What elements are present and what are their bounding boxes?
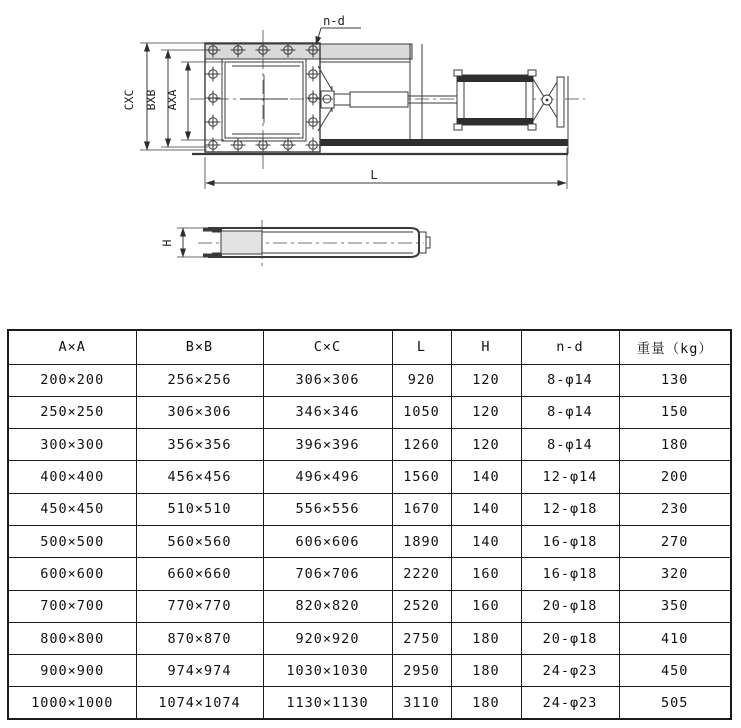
table-cell: 12-φ14 [521, 461, 619, 493]
table-cell: 230 [619, 493, 731, 525]
gate-plate-side [221, 231, 262, 254]
col-header-l: L [392, 330, 451, 364]
cylinder [454, 70, 536, 130]
col-header-cxc: C×C [263, 330, 392, 364]
end-cap [419, 232, 426, 253]
table-cell: 150 [619, 396, 731, 428]
table-cell: 706×706 [263, 558, 392, 590]
center-cross [240, 75, 288, 123]
table-cell: 12-φ18 [521, 493, 619, 525]
table-row [8, 655, 731, 687]
bottom-rail [320, 139, 568, 146]
table-cell: 300×300 [8, 429, 136, 461]
table-cell: 1000×1000 [8, 687, 136, 719]
table-cell: 2520 [392, 590, 451, 622]
table-cell: 396×396 [263, 429, 392, 461]
table-cell: 870×870 [136, 622, 263, 654]
table-cell: 160 [451, 590, 521, 622]
table-cell: 140 [451, 525, 521, 557]
table-cell: 510×510 [136, 493, 263, 525]
table-row [8, 364, 731, 396]
table-row [8, 558, 731, 590]
table-cell: 140 [451, 461, 521, 493]
cylinder-body [457, 75, 533, 125]
table-cell: 180 [451, 655, 521, 687]
table-cell: 920×920 [263, 622, 392, 654]
cxc-label: CXC [122, 89, 136, 111]
table-cell: 20-φ18 [521, 590, 619, 622]
table-cell: 346×346 [263, 396, 392, 428]
table-cell: 180 [619, 429, 731, 461]
table-row [8, 687, 731, 719]
table-cell: 306×306 [136, 396, 263, 428]
table-cell: 3110 [392, 687, 451, 719]
table-cell: 1260 [392, 429, 451, 461]
table-cell: 200 [619, 461, 731, 493]
table-row [8, 429, 731, 461]
table-cell: 974×974 [136, 655, 263, 687]
col-header-h: H [451, 330, 521, 364]
table-cell: 2220 [392, 558, 451, 590]
table-cell: 1030×1030 [263, 655, 392, 687]
col-header-weight: 重量（kg） [619, 330, 731, 364]
table-cell: 560×560 [136, 525, 263, 557]
table-row [8, 493, 731, 525]
table-cell: 2950 [392, 655, 451, 687]
table-cell: 16-φ18 [521, 525, 619, 557]
table-cell: 250×250 [8, 396, 136, 428]
table-cell: 456×456 [136, 461, 263, 493]
table-cell: 1670 [392, 493, 451, 525]
table-cell: 400×400 [8, 461, 136, 493]
table-cell: 270 [619, 525, 731, 557]
table-cell: 20-φ18 [521, 622, 619, 654]
table-cell: 505 [619, 687, 731, 719]
table-cell: 200×200 [8, 364, 136, 396]
table-cell: 180 [451, 622, 521, 654]
table-cell: 920 [392, 364, 451, 396]
table-cell: 1560 [392, 461, 451, 493]
table-cell: 24-φ23 [521, 687, 619, 719]
table-cell: 24-φ23 [521, 655, 619, 687]
yoke [533, 79, 559, 121]
table-cell: 800×800 [8, 622, 136, 654]
table-cell: 606×606 [263, 525, 392, 557]
col-header-axa: A×A [8, 330, 136, 364]
nd-callout [316, 14, 361, 45]
table-cell: 500×500 [8, 525, 136, 557]
front-view [122, 14, 585, 189]
dimension-h [160, 228, 205, 257]
table-body [8, 364, 731, 719]
table-cell: 2750 [392, 622, 451, 654]
table-cell: 1050 [392, 396, 451, 428]
table-cell: 700×700 [8, 590, 136, 622]
table-cell: 8-φ14 [521, 364, 619, 396]
table-cell: 130 [619, 364, 731, 396]
table-cell: 350 [619, 590, 731, 622]
table-cell: 600×600 [8, 558, 136, 590]
table-cell: 256×256 [136, 364, 263, 396]
table-cell: 180 [451, 687, 521, 719]
l-label: L [370, 168, 378, 182]
table-cell: 140 [451, 493, 521, 525]
table-cell: 120 [451, 396, 521, 428]
table-cell: 160 [451, 558, 521, 590]
table-cell: 556×556 [263, 493, 392, 525]
table-cell: 770×770 [136, 590, 263, 622]
table-cell: 320 [619, 558, 731, 590]
table-row [8, 525, 731, 557]
end-plate [557, 77, 564, 127]
table-row [8, 461, 731, 493]
col-header-bxb: B×B [136, 330, 263, 364]
table-row [8, 590, 731, 622]
actuator [318, 66, 564, 131]
table-cell: 496×496 [263, 461, 392, 493]
table-header [8, 330, 731, 364]
axa-label: AXA [165, 89, 179, 111]
table-cell: 8-φ14 [521, 396, 619, 428]
h-label: H [160, 239, 174, 247]
bxb-label: BXB [144, 89, 158, 111]
table-cell: 1890 [392, 525, 451, 557]
table-cell: 450×450 [8, 493, 136, 525]
table-cell: 1130×1130 [263, 687, 392, 719]
table-row [8, 622, 731, 654]
dimension-table [7, 329, 732, 720]
table-cell: 306×306 [263, 364, 392, 396]
end-cap-nut [426, 237, 430, 248]
table-cell: 8-φ14 [521, 429, 619, 461]
table-cell: 120 [451, 364, 521, 396]
table-cell: 450 [619, 655, 731, 687]
technical-drawing [0, 0, 741, 325]
table-cell: 356×356 [136, 429, 263, 461]
table-cell: 900×900 [8, 655, 136, 687]
table-row [8, 396, 731, 428]
table-cell: 660×660 [136, 558, 263, 590]
col-header-nd: n-d [521, 330, 619, 364]
header-row [8, 330, 731, 364]
table-cell: 16-φ18 [521, 558, 619, 590]
table-cell: 820×820 [263, 590, 392, 622]
nd-label: n-d [323, 14, 345, 28]
side-view [160, 220, 430, 268]
table-cell: 410 [619, 622, 731, 654]
piston-rod [334, 92, 457, 107]
table-cell: 1074×1074 [136, 687, 263, 719]
table-cell: 120 [451, 429, 521, 461]
